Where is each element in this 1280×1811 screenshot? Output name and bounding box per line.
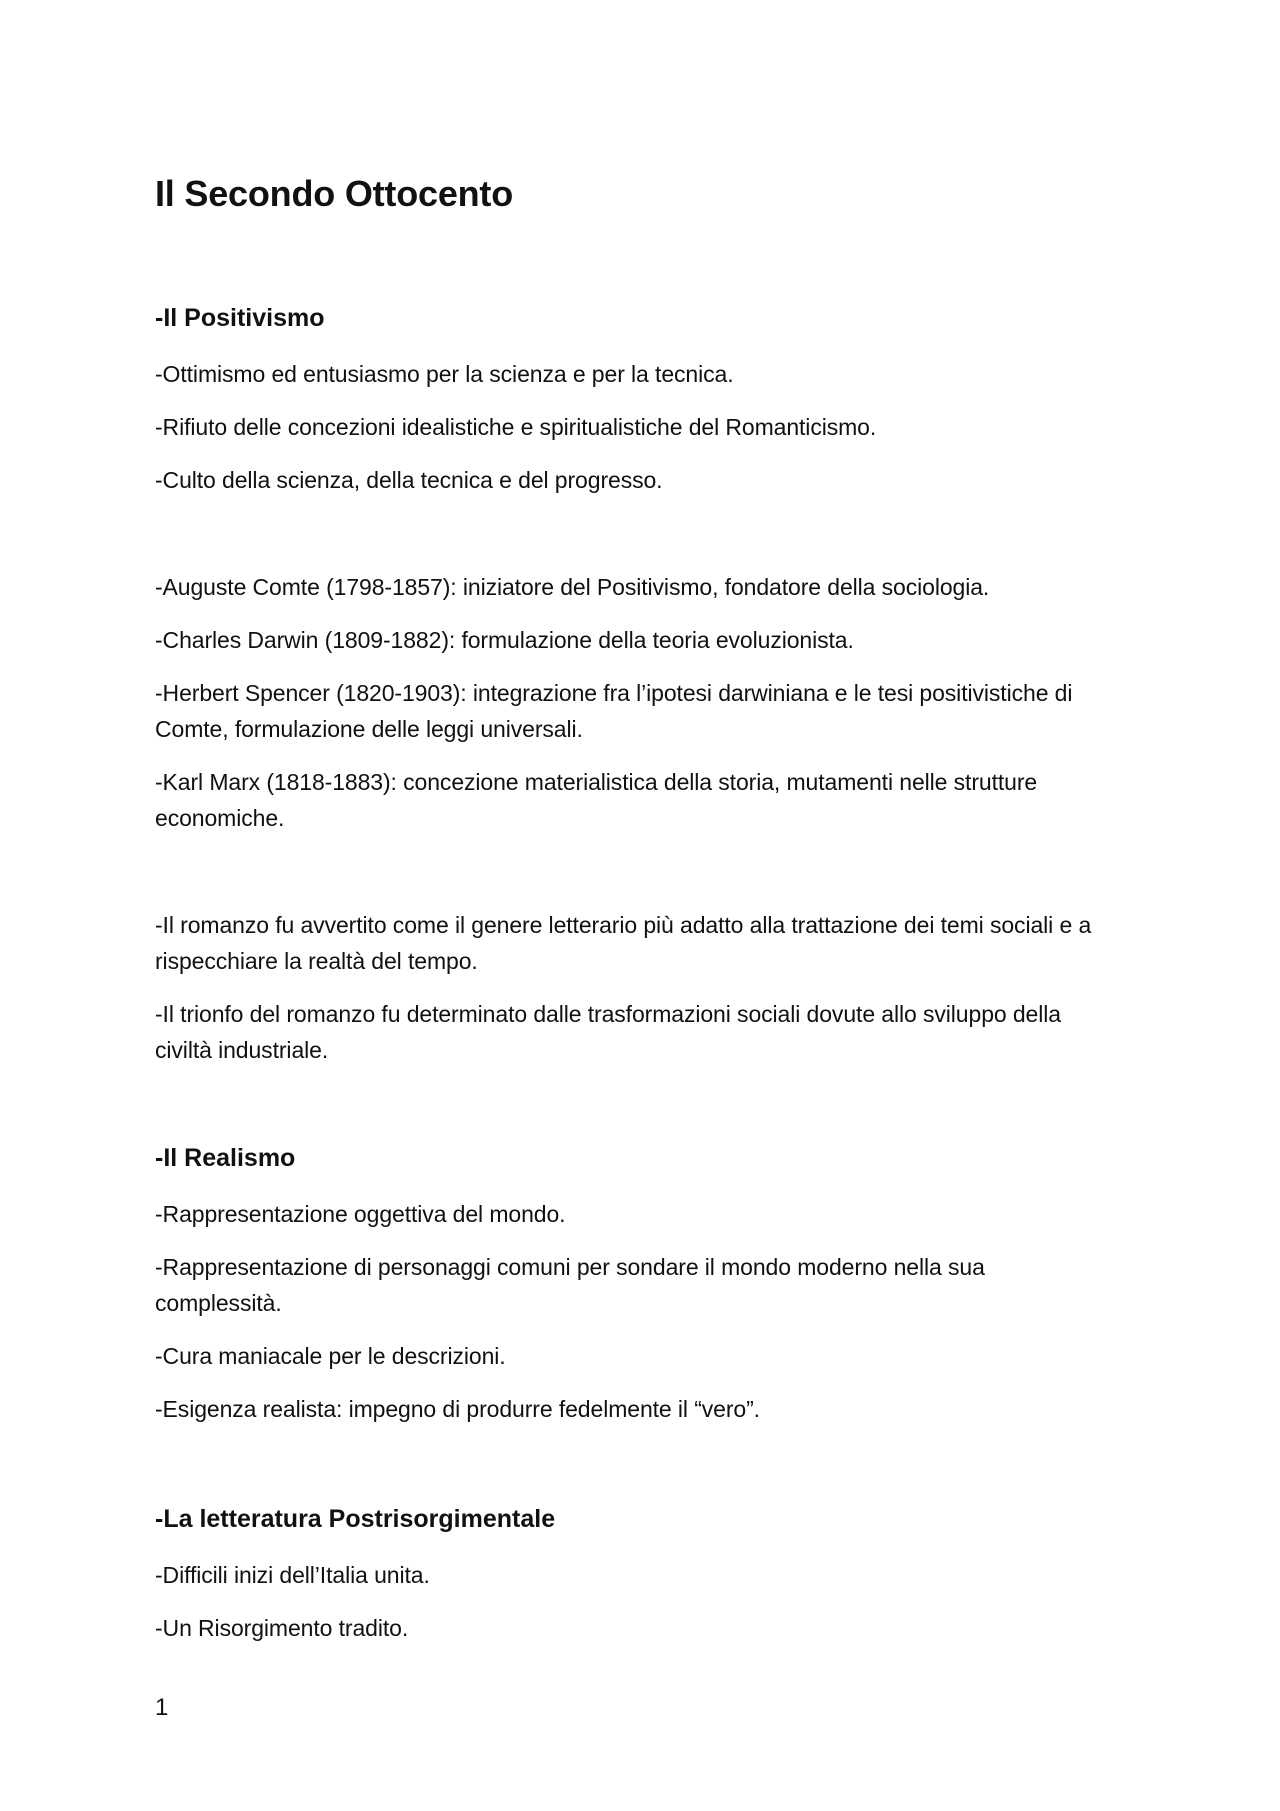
list-item: -Cura maniacale per le descrizioni.	[155, 1343, 506, 1369]
list-item: -Rifiuto delle concezioni idealistiche e spiritualistiche del Romanticismo.	[155, 414, 877, 440]
list-item: -Charles Darwin (1809-1882): formulazione della teoria evoluzionista.	[155, 627, 854, 653]
list-item: -Un Risorgimento tradito.	[155, 1615, 409, 1641]
list-item: -Rappresentazione di personaggi comuni per sondare il mondo moderno nella sua complessità.	[155, 1254, 985, 1316]
list-item: -Esigenza realista: impegno di produrre fedelmente il “vero”.	[155, 1396, 760, 1422]
list-item: -Auguste Comte (1798-1857): iniziatore del Positivismo, fondatore della sociologia.	[155, 574, 990, 600]
list-item: -Il trionfo del romanzo fu determinato dalle trasformazioni sociali dovute allo sviluppo della civiltà industriale.	[155, 1001, 1061, 1063]
list-item: -Ottimismo ed entusiasmo per la scienza e per la tecnica.	[155, 361, 734, 387]
section-heading: -Il Positivismo	[155, 304, 325, 332]
section-heading: -Il Realismo	[155, 1144, 296, 1172]
list-item: -Il romanzo fu avvertito come il genere letterario più adatto alla trattazione dei temi sociali e a rispecchiare la realtà del tempo.	[155, 912, 1092, 974]
section-realismo	[155, 1140, 1135, 1176]
document-page	[155, 0, 1135, 1811]
page-title: Il Secondo Ottocento	[155, 173, 514, 214]
list-item: -Herbert Spencer (1820-1903): integrazione fra l’ipotesi darwiniana e le tesi positivistiche di Comte, formulazione delle leggi universali.	[155, 680, 1073, 742]
list-item: -Difficili inizi dell’Italia unita.	[155, 1562, 430, 1588]
list-item: -Karl Marx (1818-1883): concezione materialistica della storia, mutamenti nelle strutture economiche.	[155, 769, 1038, 831]
section-positivismo	[155, 300, 1135, 336]
list-item: -Rappresentazione oggettiva del mondo.	[155, 1201, 566, 1227]
page-number: 1	[155, 1694, 169, 1721]
section-postrisorgimentale	[155, 1501, 1135, 1537]
list-item: -Culto della scienza, della tecnica e del progresso.	[155, 467, 663, 493]
section-heading: -La letteratura Postrisorgimentale	[155, 1505, 556, 1533]
